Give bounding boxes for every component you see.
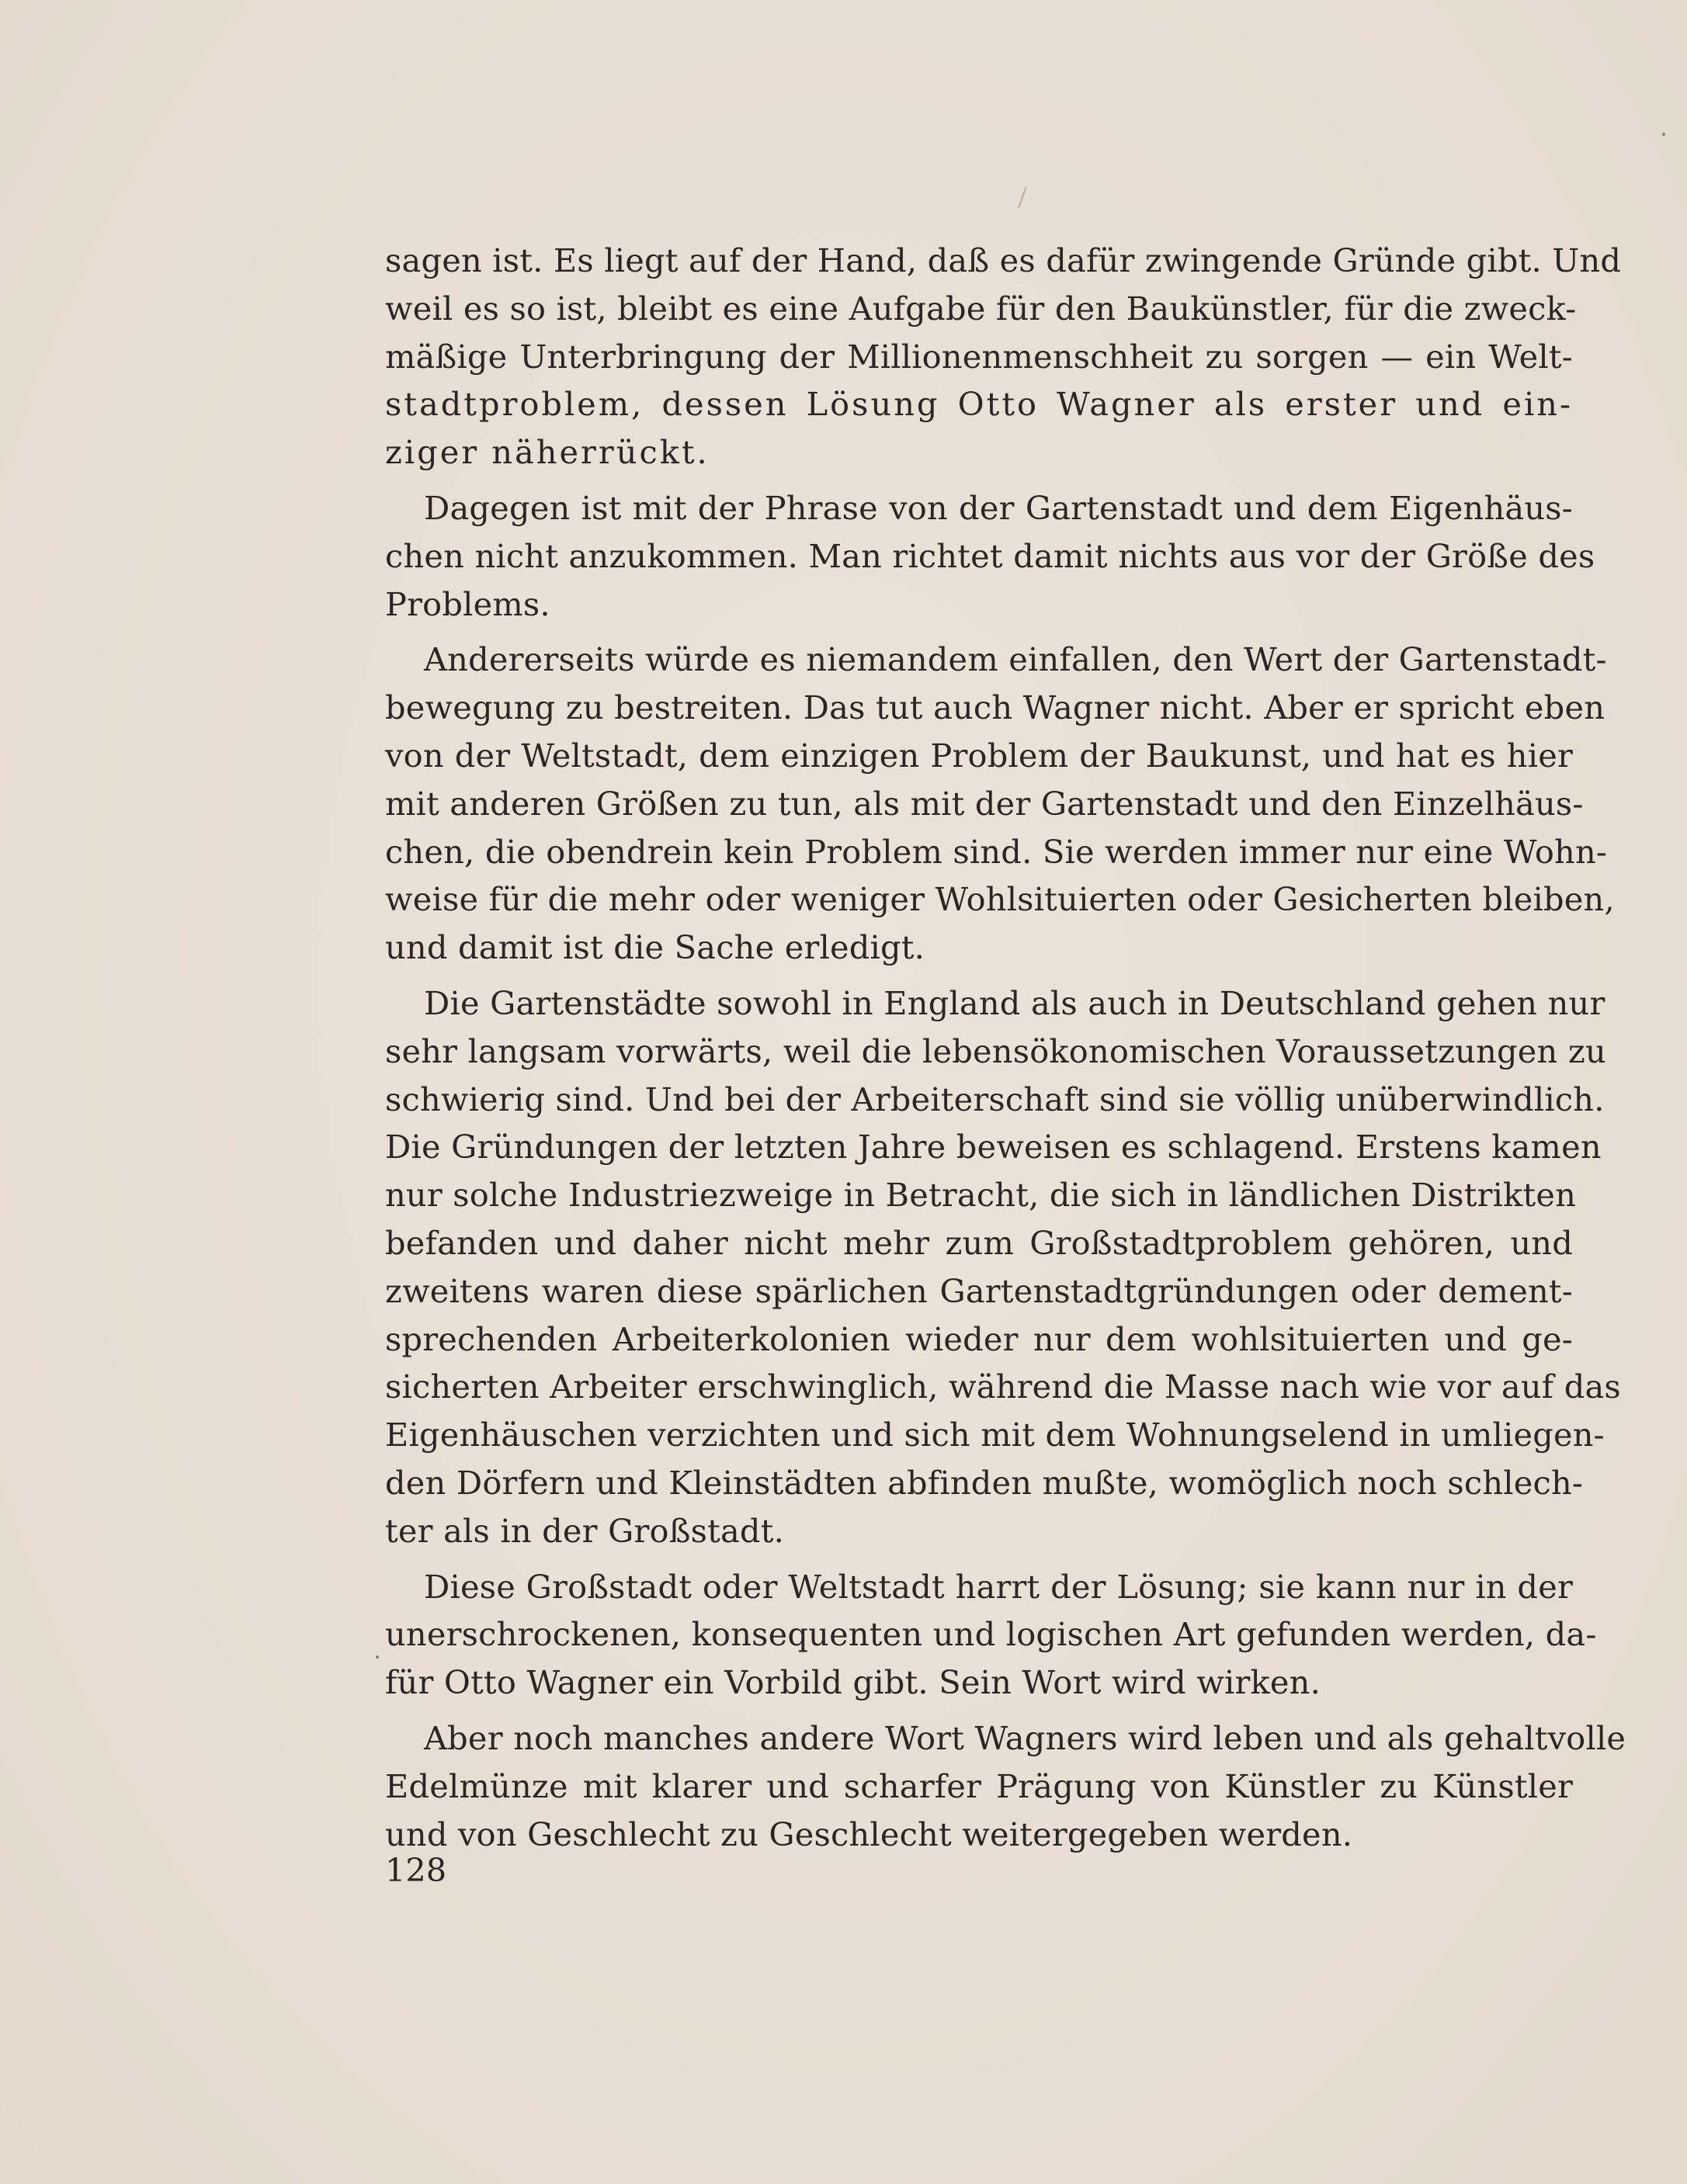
text-line: chen nicht anzukommen. Man richtet damit nichts aus vor der Größe des	[385, 536, 1595, 575]
text-line: ziger näherrückt.	[385, 433, 710, 472]
paragraph	[385, 636, 1615, 972]
text-line: den Dörfern und Kleinstädten abfinden mußte, womöglich noch schlech-	[385, 1463, 1584, 1502]
paragraph	[385, 979, 1621, 1555]
text-line: chen, die obendrein kein Problem sind. Sie werden immer nur eine Wohn-	[385, 832, 1608, 871]
text-line: und von Geschlecht zu Geschlecht weitergegeben werden.	[385, 1815, 1353, 1853]
paragraph	[385, 1714, 1626, 1858]
text-line: ter als in der Großstadt.	[385, 1511, 784, 1550]
paragraph	[385, 1563, 1597, 1707]
text-line: für Otto Wagner ein Vorbild gibt. Sein Wort wird wirken.	[385, 1663, 1321, 1702]
text-line: sprechenden Arbeiterkolonien wieder nur dem wohlsituierten und ge-	[385, 1319, 1573, 1358]
text-line: Dagegen ist mit der Phrase von der Gartenstadt und dem Eigenhäus-	[424, 488, 1573, 527]
page-number: 128	[385, 1851, 447, 1889]
paper-speck	[1662, 133, 1665, 136]
text-line: unerschrockenen, konsequenten und logischen Art gefunden werden, da-	[385, 1615, 1597, 1654]
text-line: sicherten Arbeiter erschwinglich, während die Masse nach wie vor auf das	[385, 1368, 1621, 1406]
text-line: schwierig sind. Und bei der Arbeiterschaft sind sie völlig unüberwindlich.	[385, 1080, 1605, 1118]
paragraph	[385, 237, 1622, 477]
text-line: Andererseits würde es niemandem einfallen, den Wert der Gartenstadt-	[424, 640, 1607, 679]
text-line: Die Gartenstädte sowohl in England als auch in Deutschland gehen nur	[424, 983, 1605, 1022]
paper-mark	[1018, 187, 1026, 208]
text-line: von der Weltstadt, dem einzigen Problem der Baukunst, und hat es hier	[385, 736, 1573, 775]
text-line: zweitens waren diese spärlichen Gartenstadtgründungen oder dement-	[385, 1271, 1573, 1310]
text-line: befanden und daher nicht mehr zum Großstadtproblem gehören, und	[385, 1223, 1573, 1262]
paragraph	[385, 484, 1595, 628]
text-line: stadtproblem, dessen Lösung Otto Wagner als erster und ein-	[385, 385, 1573, 424]
text-line: sehr langsam vorwärts, weil die lebensökonomischen Voraussetzungen zu	[385, 1031, 1606, 1070]
text-line: weise für die mehr oder weniger Wohlsituierten oder Gesicherten bleiben,	[385, 880, 1615, 919]
text-line: mäßige Unterbringung der Millionenmenschheit zu sorgen — ein Welt-	[385, 337, 1573, 376]
body-text	[385, 237, 1626, 1858]
text-line: Edelmünze mit klarer und scharfer Prägung von Künstler zu Künstler	[385, 1766, 1573, 1805]
text-line: sagen ist. Es liegt auf der Hand, daß es dafür zwingende Gründe gibt. Und	[385, 241, 1622, 279]
text-line: bewegung zu bestreiten. Das tut auch Wagner nicht. Aber er spricht eben	[385, 688, 1605, 727]
text-line: Problems.	[385, 584, 550, 623]
text-line: mit anderen Größen zu tun, als mit der Gartenstadt und den Einzelhäus-	[385, 784, 1584, 823]
text-line: Aber noch manches andere Wort Wagners wird leben und als gehaltvolle	[424, 1718, 1626, 1757]
text-line: Diese Großstadt oder Weltstadt harrt der Lösung; sie kann nur in der	[424, 1567, 1573, 1606]
paper-speck	[376, 1655, 379, 1659]
text-line: Die Gründungen der letzten Jahre beweisen es schlagend. Erstens kamen	[385, 1128, 1602, 1167]
text-line: weil es so ist, bleibt es eine Aufgabe für den Baukünstler, für die zweck-	[385, 289, 1577, 328]
text-line: Eigenhäuschen verzichten und sich mit dem Wohnungselend in umliegen-	[385, 1416, 1605, 1454]
text-line: nur solche Industriezweige in Betracht, die sich in ländlichen Distrikten	[385, 1176, 1577, 1215]
text-line: und damit ist die Sache erledigt.	[385, 928, 925, 967]
